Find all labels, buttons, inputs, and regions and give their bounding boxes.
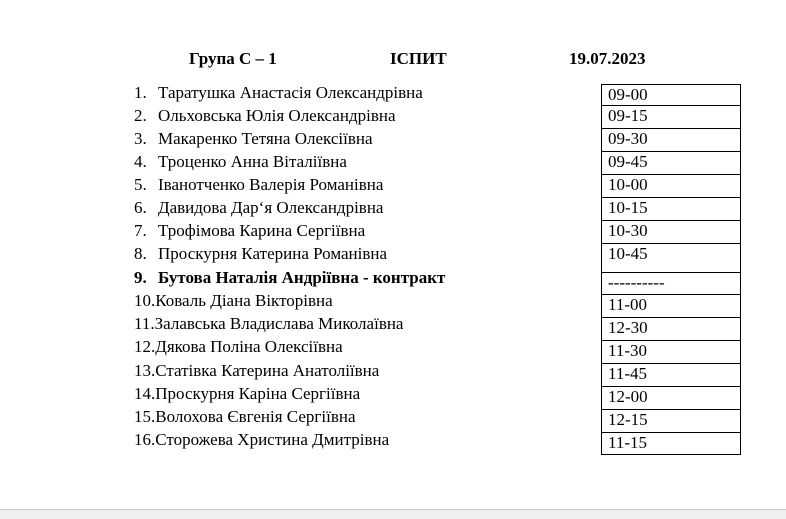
exam-time-cell: 11-00 [601,295,741,318]
exam-time-cell: 09-30 [601,129,741,152]
student-name: Проскурня Катерина Романівна [158,244,388,263]
student-number: 1. [134,83,147,102]
student-number: 10. [134,291,156,310]
student-name: Дякова Поліна Олексіївна [155,337,343,356]
student-number: 9. [134,268,147,287]
exam-time-cell: 12-30 [601,318,741,341]
exam-time-cell: 09-45 [601,152,741,175]
exam-time-cell: 09-15 [601,106,741,129]
student-number: 16. [134,430,156,449]
exam-time-cell: 10-45 [601,244,741,273]
exam-time-cell: 11-45 [601,364,741,387]
student-row [134,82,594,104]
student-number: 7. [134,221,147,240]
student-number: 13. [134,361,156,380]
student-name: Таратушка Анастасія Олександрівна [158,83,423,102]
student-name: Сторожева Христина Дмитрівна [155,430,390,449]
exam-time-cell: 10-30 [601,221,741,244]
exam-title: ІСПИТ [390,49,447,68]
student-name: Трофімова Карина Сергіївна [158,221,366,240]
student-name: Проскурня Каріна Сергіївна [155,384,361,403]
student-row [134,243,594,265]
exam-time-cell: 10-15 [601,198,741,221]
student-name: Давидова Дар‘я Олександрівна [158,198,384,217]
student-name: Бутова Наталія Андріївна - контракт [158,268,446,287]
group-title: Група С – 1 [189,49,277,68]
student-number: 6. [134,198,147,217]
student-number: 2. [134,106,147,125]
student-row [134,128,594,150]
student-name: Макаренко Тетяна Олексіївна [158,129,373,148]
exam-time-cell: 12-15 [601,410,741,433]
student-row [134,429,594,451]
exam-time-cell: 10-00 [601,175,741,198]
student-name: Залавська Владислава Миколаївна [154,314,404,333]
exam-time-cell: 09-00 [601,84,741,106]
student-row [134,197,594,219]
student-row [134,313,594,335]
student-row [134,105,594,127]
student-row [134,336,594,358]
student-row [134,174,594,196]
exam-time-cell: 12-00 [601,387,741,410]
student-number: 12. [134,337,156,356]
exam-date: 19.07.2023 [569,49,646,68]
student-name: Троценко Анна Віталіївна [158,152,347,171]
student-number: 15. [134,407,156,426]
student-number: 4. [134,152,147,171]
student-name: Іванотченко Валерія Романівна [158,175,384,194]
student-row [134,151,594,173]
student-row [134,290,594,312]
student-number: 8. [134,244,147,263]
exam-time-cell: ---------- [601,273,741,295]
student-number: 11. [134,314,155,333]
student-name: Коваль Діана Вікторівна [155,291,333,310]
student-number: 3. [134,129,147,148]
student-number: 5. [134,175,147,194]
exam-time-cell: 11-30 [601,341,741,364]
student-name: Ольховська Юлія Олександрівна [158,106,396,125]
student-row [134,383,594,405]
student-row [134,360,594,382]
student-row [134,267,594,289]
exam-time-cell: 11-15 [601,433,741,455]
student-name: Статівка Катерина Анатоліївна [155,361,380,380]
student-number: 14. [134,384,156,403]
student-row [134,220,594,242]
student-row [134,406,594,428]
student-name: Волохова Євгенія Сергіївна [155,407,356,426]
